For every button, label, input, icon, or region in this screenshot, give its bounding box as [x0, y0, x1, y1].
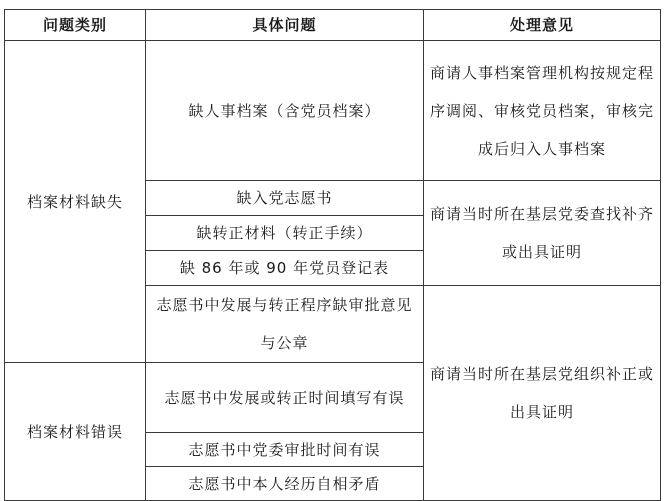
problem-cell: 志愿书中本人经历自相矛盾 — [146, 467, 424, 501]
problem-cell: 志愿书中发展或转正时间填写有误 — [146, 363, 424, 433]
header-problem: 具体问题 — [146, 10, 424, 41]
problem-cell: 缺转正材料（转正手续） — [146, 216, 424, 251]
opinion-cell: 商请当时所在基层党组织补正或出具证明 — [424, 286, 661, 501]
problem-cell: 缺 86 年或 90 年党员登记表 — [146, 251, 424, 286]
opinion-cell: 商请当时所在基层党委查找补齐或出具证明 — [424, 181, 661, 286]
table-row — [5, 41, 661, 181]
opinion-cell: 商请人事档案管理机构按规定程序调阅、审核党员档案，审核完成后归入人事档案 — [424, 41, 661, 181]
category-missing: 档案材料缺失 — [5, 41, 146, 363]
problem-cell: 志愿书中党委审批时间有误 — [146, 433, 424, 467]
header-opinion: 处理意见 — [424, 10, 661, 41]
problem-cell: 缺入党志愿书 — [146, 181, 424, 216]
category-error: 档案材料错误 — [5, 363, 146, 501]
problem-cell: 缺人事档案（含党员档案） — [146, 41, 424, 181]
header-category: 问题类别 — [5, 10, 146, 41]
document-page — [4, 9, 660, 497]
problem-cell: 志愿书中发展与转正程序缺审批意见与公章 — [146, 286, 424, 363]
table-header-row — [5, 10, 661, 41]
issues-table — [4, 9, 661, 501]
